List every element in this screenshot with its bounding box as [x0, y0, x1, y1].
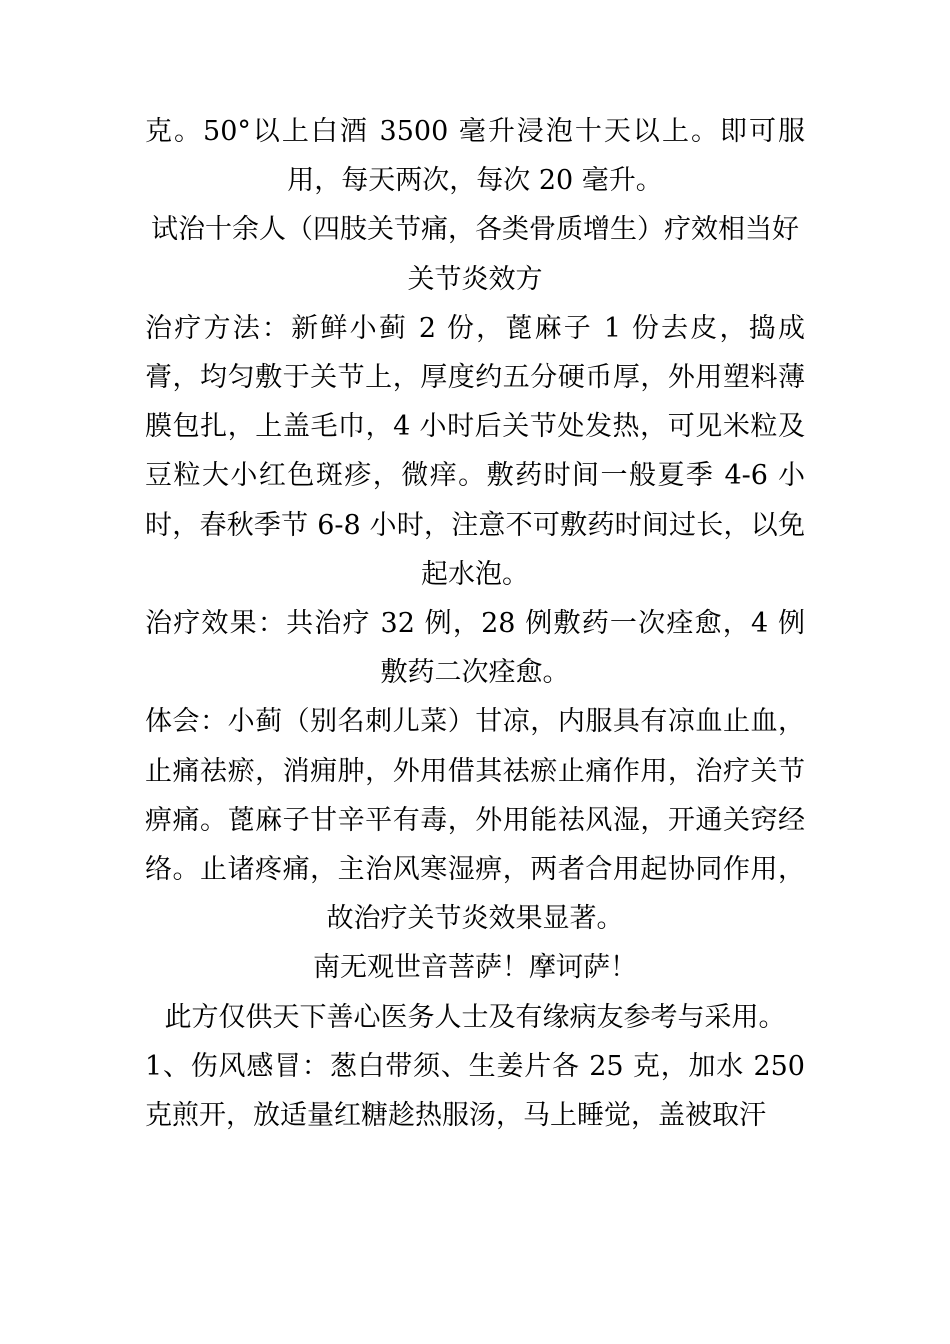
paragraph-disclaimer: 此方仅供天下善心医务人士及有缘病友参考与采用。: [164, 1001, 786, 1033]
paragraph-experience: 体会：小蓟（别名刺儿菜）甘凉，内服具有凉血止血，止痛祛瘀，消痈肿，外用借其祛瘀止痛作用，治疗关节痹痛。蓖麻子甘辛平有毒，外用能祛风湿，开通关窍经络。止诸疼痛，主治风寒湿痹，两者合用起协同作用，故治疗关节炎效果显著。: [145, 706, 805, 935]
paragraph-treatment-effect: 治疗效果：共治疗 32 例，28 例敷药一次痊愈，4 例敷药二次痊愈。: [145, 608, 805, 689]
paragraph-liquor-dosage: 克。50°以上白酒 3500 毫升浸泡十天以上。即可服用，每天两次，每次 20 毫升。: [145, 116, 805, 197]
paragraph-treatment-method: 治疗方法：新鲜小蓟 2 份，蓖麻子 1 份去皮，捣成膏，均匀敷于关节上，厚度约五分硬币厚，外用塑料薄膜包扎，上盖毛巾，4 小时后关节处发热，可见米粒及豆粒大小红色斑疹，微痒。敷药时间一般夏季 4-6 小时，春秋季节 6-8 小时，注意不可敷药时间过长，以免起水泡。: [145, 312, 805, 590]
paragraph-trial-result: 试治十余人（四肢关节痛，各类骨质增生）疗效相当好: [151, 214, 799, 246]
section-heading-arthritis: 关节炎效方: [407, 263, 543, 295]
paragraph-blessing: 南无观世音菩萨！摩诃萨！: [313, 952, 637, 984]
paragraph-cold-remedy: 1、伤风感冒：葱白带须、生姜片各 25 克，加水 250 克煎开，放适量红糖趁热服汤，马上睡觉，盖被取汗: [145, 1050, 805, 1132]
document-page: [145, 107, 805, 1140]
